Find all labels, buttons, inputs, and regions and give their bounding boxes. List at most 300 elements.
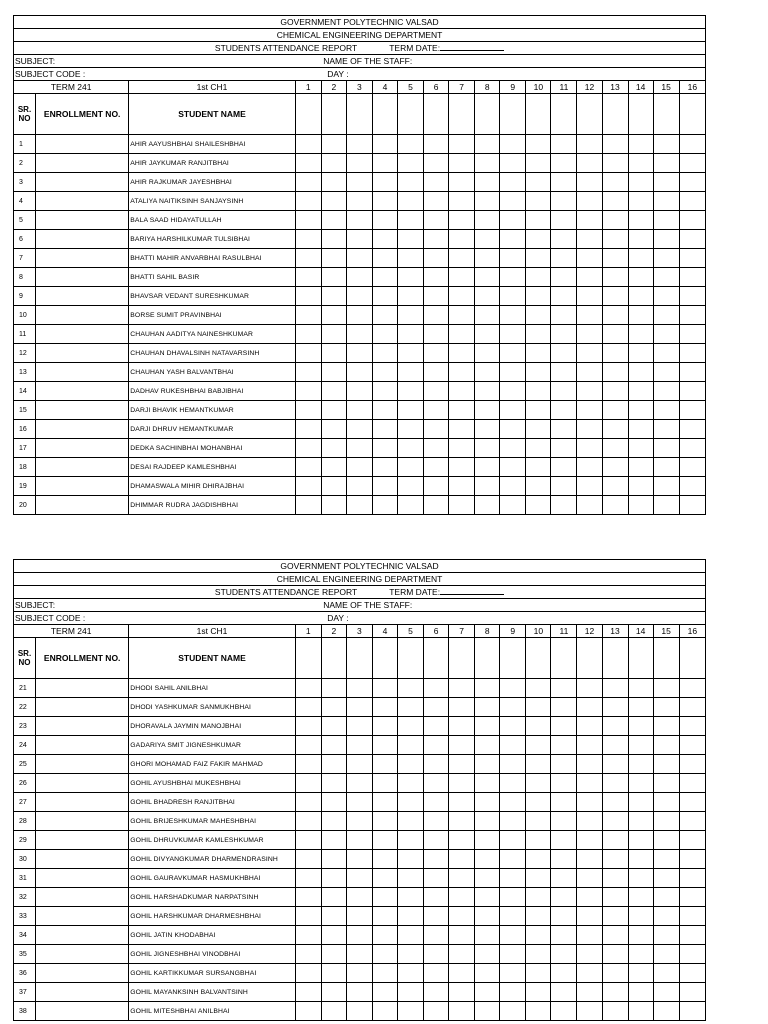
attendance-cell[interactable] (321, 679, 346, 698)
attendance-cell[interactable] (628, 850, 653, 869)
attendance-cell[interactable] (321, 850, 346, 869)
attendance-cell[interactable] (577, 249, 602, 268)
attendance-cell[interactable] (628, 363, 653, 382)
attendance-cell[interactable] (551, 945, 577, 964)
attendance-cell[interactable] (398, 458, 424, 477)
attendance-cell[interactable] (679, 154, 705, 173)
attendance-cell[interactable] (551, 420, 577, 439)
attendance-cell[interactable] (526, 679, 551, 698)
attendance-cell[interactable] (679, 964, 705, 983)
attendance-cell[interactable] (628, 306, 653, 325)
attendance-cell[interactable] (372, 736, 397, 755)
attendance-cell[interactable] (372, 831, 397, 850)
attendance-cell[interactable] (577, 983, 602, 1002)
attendance-cell[interactable] (398, 793, 424, 812)
attendance-cell[interactable] (500, 401, 526, 420)
attendance-cell[interactable] (577, 420, 602, 439)
attendance-cell[interactable] (475, 173, 500, 192)
attendance-cell[interactable] (679, 496, 705, 515)
attendance-cell[interactable] (551, 774, 577, 793)
attendance-cell[interactable] (449, 736, 475, 755)
attendance-cell[interactable] (475, 983, 500, 1002)
attendance-cell[interactable] (372, 812, 397, 831)
attendance-cell[interactable] (398, 869, 424, 888)
attendance-cell[interactable] (500, 496, 526, 515)
attendance-cell[interactable] (346, 230, 372, 249)
attendance-cell[interactable] (526, 945, 551, 964)
attendance-cell[interactable] (577, 850, 602, 869)
attendance-cell[interactable] (398, 268, 424, 287)
attendance-cell[interactable] (449, 325, 475, 344)
attendance-cell[interactable] (372, 363, 397, 382)
attendance-cell[interactable] (500, 926, 526, 945)
attendance-cell[interactable] (424, 401, 449, 420)
attendance-cell[interactable] (346, 812, 372, 831)
attendance-cell[interactable] (295, 458, 321, 477)
attendance-cell[interactable] (321, 907, 346, 926)
attendance-cell[interactable] (602, 287, 628, 306)
attendance-cell[interactable] (449, 477, 475, 496)
attendance-cell[interactable] (679, 1002, 705, 1021)
attendance-cell[interactable] (679, 736, 705, 755)
attendance-cell[interactable] (346, 717, 372, 736)
attendance-cell[interactable] (551, 287, 577, 306)
attendance-cell[interactable] (526, 211, 551, 230)
attendance-cell[interactable] (679, 869, 705, 888)
attendance-cell[interactable] (526, 249, 551, 268)
attendance-cell[interactable] (653, 363, 679, 382)
attendance-cell[interactable] (321, 812, 346, 831)
attendance-cell[interactable] (346, 249, 372, 268)
attendance-cell[interactable] (398, 679, 424, 698)
attendance-cell[interactable] (449, 774, 475, 793)
attendance-cell[interactable] (628, 496, 653, 515)
attendance-cell[interactable] (449, 679, 475, 698)
attendance-cell[interactable] (398, 496, 424, 515)
attendance-cell[interactable] (398, 907, 424, 926)
attendance-cell[interactable] (653, 736, 679, 755)
attendance-cell[interactable] (346, 888, 372, 907)
attendance-cell[interactable] (449, 964, 475, 983)
attendance-cell[interactable] (295, 945, 321, 964)
attendance-cell[interactable] (551, 306, 577, 325)
attendance-cell[interactable] (526, 344, 551, 363)
attendance-cell[interactable] (526, 964, 551, 983)
attendance-cell[interactable] (372, 249, 397, 268)
attendance-cell[interactable] (295, 325, 321, 344)
attendance-cell[interactable] (602, 249, 628, 268)
attendance-cell[interactable] (346, 287, 372, 306)
attendance-cell[interactable] (679, 717, 705, 736)
attendance-cell[interactable] (321, 173, 346, 192)
attendance-cell[interactable] (346, 907, 372, 926)
attendance-cell[interactable] (577, 496, 602, 515)
attendance-cell[interactable] (526, 458, 551, 477)
attendance-cell[interactable] (449, 755, 475, 774)
attendance-cell[interactable] (577, 736, 602, 755)
attendance-cell[interactable] (577, 439, 602, 458)
attendance-cell[interactable] (602, 363, 628, 382)
attendance-cell[interactable] (679, 439, 705, 458)
attendance-cell[interactable] (500, 945, 526, 964)
attendance-cell[interactable] (398, 983, 424, 1002)
attendance-cell[interactable] (424, 135, 449, 154)
attendance-cell[interactable] (500, 983, 526, 1002)
attendance-cell[interactable] (372, 268, 397, 287)
attendance-cell[interactable] (551, 382, 577, 401)
attendance-cell[interactable] (551, 755, 577, 774)
attendance-cell[interactable] (577, 382, 602, 401)
attendance-cell[interactable] (602, 679, 628, 698)
attendance-cell[interactable] (449, 154, 475, 173)
attendance-cell[interactable] (679, 401, 705, 420)
attendance-cell[interactable] (653, 1002, 679, 1021)
attendance-cell[interactable] (372, 793, 397, 812)
attendance-cell[interactable] (679, 850, 705, 869)
attendance-cell[interactable] (398, 287, 424, 306)
attendance-cell[interactable] (628, 420, 653, 439)
attendance-cell[interactable] (424, 477, 449, 496)
attendance-cell[interactable] (475, 793, 500, 812)
attendance-cell[interactable] (321, 964, 346, 983)
attendance-cell[interactable] (449, 211, 475, 230)
attendance-cell[interactable] (551, 964, 577, 983)
attendance-cell[interactable] (526, 983, 551, 1002)
attendance-cell[interactable] (346, 173, 372, 192)
attendance-cell[interactable] (295, 344, 321, 363)
attendance-cell[interactable] (295, 907, 321, 926)
attendance-cell[interactable] (346, 1002, 372, 1021)
attendance-cell[interactable] (679, 192, 705, 211)
attendance-cell[interactable] (602, 926, 628, 945)
attendance-cell[interactable] (500, 420, 526, 439)
attendance-cell[interactable] (500, 812, 526, 831)
attendance-cell[interactable] (628, 926, 653, 945)
attendance-cell[interactable] (346, 736, 372, 755)
attendance-cell[interactable] (475, 907, 500, 926)
attendance-cell[interactable] (321, 382, 346, 401)
attendance-cell[interactable] (475, 363, 500, 382)
attendance-cell[interactable] (500, 173, 526, 192)
attendance-cell[interactable] (295, 496, 321, 515)
attendance-cell[interactable] (628, 192, 653, 211)
attendance-cell[interactable] (449, 287, 475, 306)
attendance-cell[interactable] (577, 268, 602, 287)
attendance-cell[interactable] (424, 698, 449, 717)
attendance-cell[interactable] (500, 306, 526, 325)
attendance-cell[interactable] (346, 793, 372, 812)
attendance-cell[interactable] (628, 907, 653, 926)
attendance-cell[interactable] (500, 888, 526, 907)
attendance-cell[interactable] (679, 287, 705, 306)
attendance-cell[interactable] (551, 154, 577, 173)
attendance-cell[interactable] (424, 211, 449, 230)
attendance-cell[interactable] (628, 230, 653, 249)
attendance-cell[interactable] (475, 736, 500, 755)
attendance-cell[interactable] (577, 907, 602, 926)
attendance-cell[interactable] (551, 477, 577, 496)
attendance-cell[interactable] (602, 458, 628, 477)
attendance-cell[interactable] (500, 831, 526, 850)
attendance-cell[interactable] (653, 306, 679, 325)
attendance-cell[interactable] (475, 1002, 500, 1021)
attendance-cell[interactable] (628, 439, 653, 458)
attendance-cell[interactable] (398, 755, 424, 774)
attendance-cell[interactable] (372, 964, 397, 983)
attendance-cell[interactable] (628, 325, 653, 344)
attendance-cell[interactable] (424, 420, 449, 439)
attendance-cell[interactable] (551, 439, 577, 458)
attendance-cell[interactable] (551, 249, 577, 268)
attendance-cell[interactable] (602, 774, 628, 793)
attendance-cell[interactable] (551, 983, 577, 1002)
attendance-cell[interactable] (577, 717, 602, 736)
attendance-cell[interactable] (295, 363, 321, 382)
attendance-cell[interactable] (346, 496, 372, 515)
attendance-cell[interactable] (577, 363, 602, 382)
attendance-cell[interactable] (372, 907, 397, 926)
attendance-cell[interactable] (679, 135, 705, 154)
attendance-cell[interactable] (321, 458, 346, 477)
attendance-cell[interactable] (398, 717, 424, 736)
attendance-cell[interactable] (500, 135, 526, 154)
attendance-cell[interactable] (475, 135, 500, 154)
attendance-cell[interactable] (449, 812, 475, 831)
attendance-cell[interactable] (398, 1002, 424, 1021)
attendance-cell[interactable] (628, 401, 653, 420)
attendance-cell[interactable] (526, 907, 551, 926)
attendance-cell[interactable] (372, 945, 397, 964)
attendance-cell[interactable] (577, 192, 602, 211)
attendance-cell[interactable] (398, 306, 424, 325)
attendance-cell[interactable] (653, 679, 679, 698)
attendance-cell[interactable] (398, 736, 424, 755)
attendance-cell[interactable] (628, 268, 653, 287)
attendance-cell[interactable] (346, 945, 372, 964)
attendance-cell[interactable] (602, 907, 628, 926)
attendance-cell[interactable] (551, 401, 577, 420)
attendance-cell[interactable] (424, 306, 449, 325)
attendance-cell[interactable] (398, 382, 424, 401)
attendance-cell[interactable] (424, 344, 449, 363)
attendance-cell[interactable] (424, 287, 449, 306)
attendance-cell[interactable] (526, 774, 551, 793)
attendance-cell[interactable] (653, 869, 679, 888)
attendance-cell[interactable] (295, 420, 321, 439)
attendance-cell[interactable] (628, 477, 653, 496)
attendance-cell[interactable] (475, 382, 500, 401)
attendance-cell[interactable] (653, 983, 679, 1002)
attendance-cell[interactable] (526, 268, 551, 287)
attendance-cell[interactable] (372, 679, 397, 698)
attendance-cell[interactable] (475, 154, 500, 173)
attendance-cell[interactable] (500, 268, 526, 287)
attendance-cell[interactable] (295, 869, 321, 888)
attendance-cell[interactable] (653, 420, 679, 439)
attendance-cell[interactable] (602, 268, 628, 287)
attendance-cell[interactable] (679, 420, 705, 439)
attendance-cell[interactable] (295, 173, 321, 192)
attendance-cell[interactable] (321, 717, 346, 736)
attendance-cell[interactable] (475, 420, 500, 439)
attendance-cell[interactable] (398, 230, 424, 249)
attendance-cell[interactable] (475, 717, 500, 736)
attendance-cell[interactable] (628, 458, 653, 477)
attendance-cell[interactable] (500, 964, 526, 983)
attendance-cell[interactable] (449, 382, 475, 401)
attendance-cell[interactable] (449, 496, 475, 515)
attendance-cell[interactable] (295, 831, 321, 850)
attendance-cell[interactable] (346, 831, 372, 850)
attendance-cell[interactable] (602, 344, 628, 363)
attendance-cell[interactable] (653, 755, 679, 774)
attendance-cell[interactable] (577, 401, 602, 420)
attendance-cell[interactable] (679, 344, 705, 363)
attendance-cell[interactable] (500, 287, 526, 306)
attendance-cell[interactable] (475, 287, 500, 306)
attendance-cell[interactable] (372, 458, 397, 477)
attendance-cell[interactable] (653, 401, 679, 420)
attendance-cell[interactable] (577, 344, 602, 363)
attendance-cell[interactable] (653, 154, 679, 173)
attendance-cell[interactable] (628, 249, 653, 268)
attendance-cell[interactable] (679, 926, 705, 945)
attendance-cell[interactable] (346, 869, 372, 888)
attendance-cell[interactable] (295, 306, 321, 325)
attendance-cell[interactable] (602, 736, 628, 755)
attendance-cell[interactable] (602, 850, 628, 869)
attendance-cell[interactable] (653, 793, 679, 812)
attendance-cell[interactable] (398, 135, 424, 154)
attendance-cell[interactable] (449, 192, 475, 211)
attendance-cell[interactable] (679, 698, 705, 717)
attendance-cell[interactable] (475, 945, 500, 964)
attendance-cell[interactable] (321, 306, 346, 325)
attendance-cell[interactable] (449, 268, 475, 287)
attendance-cell[interactable] (526, 698, 551, 717)
attendance-cell[interactable] (449, 306, 475, 325)
attendance-cell[interactable] (679, 268, 705, 287)
attendance-cell[interactable] (551, 325, 577, 344)
attendance-cell[interactable] (424, 964, 449, 983)
attendance-cell[interactable] (653, 907, 679, 926)
attendance-cell[interactable] (551, 717, 577, 736)
attendance-cell[interactable] (372, 439, 397, 458)
attendance-cell[interactable] (424, 755, 449, 774)
attendance-cell[interactable] (346, 192, 372, 211)
attendance-cell[interactable] (628, 736, 653, 755)
attendance-cell[interactable] (398, 477, 424, 496)
attendance-cell[interactable] (398, 173, 424, 192)
attendance-cell[interactable] (653, 717, 679, 736)
attendance-cell[interactable] (295, 249, 321, 268)
attendance-cell[interactable] (398, 774, 424, 793)
attendance-cell[interactable] (526, 230, 551, 249)
attendance-cell[interactable] (577, 679, 602, 698)
attendance-cell[interactable] (346, 344, 372, 363)
attendance-cell[interactable] (526, 287, 551, 306)
attendance-cell[interactable] (653, 287, 679, 306)
attendance-cell[interactable] (372, 135, 397, 154)
attendance-cell[interactable] (295, 964, 321, 983)
attendance-cell[interactable] (628, 793, 653, 812)
attendance-cell[interactable] (500, 458, 526, 477)
attendance-cell[interactable] (321, 869, 346, 888)
attendance-cell[interactable] (551, 736, 577, 755)
attendance-cell[interactable] (500, 793, 526, 812)
attendance-cell[interactable] (295, 154, 321, 173)
attendance-cell[interactable] (577, 926, 602, 945)
attendance-cell[interactable] (398, 420, 424, 439)
attendance-cell[interactable] (551, 888, 577, 907)
attendance-cell[interactable] (372, 926, 397, 945)
attendance-cell[interactable] (577, 793, 602, 812)
attendance-cell[interactable] (424, 793, 449, 812)
attendance-cell[interactable] (526, 717, 551, 736)
attendance-cell[interactable] (602, 420, 628, 439)
attendance-cell[interactable] (500, 850, 526, 869)
attendance-cell[interactable] (679, 679, 705, 698)
attendance-cell[interactable] (602, 869, 628, 888)
attendance-cell[interactable] (602, 306, 628, 325)
attendance-cell[interactable] (602, 793, 628, 812)
attendance-cell[interactable] (321, 926, 346, 945)
attendance-cell[interactable] (679, 477, 705, 496)
attendance-cell[interactable] (398, 249, 424, 268)
attendance-cell[interactable] (551, 363, 577, 382)
attendance-cell[interactable] (628, 211, 653, 230)
attendance-cell[interactable] (372, 173, 397, 192)
attendance-cell[interactable] (475, 211, 500, 230)
attendance-cell[interactable] (551, 192, 577, 211)
attendance-cell[interactable] (679, 306, 705, 325)
attendance-cell[interactable] (551, 869, 577, 888)
attendance-cell[interactable] (321, 287, 346, 306)
attendance-cell[interactable] (372, 401, 397, 420)
attendance-cell[interactable] (653, 230, 679, 249)
attendance-cell[interactable] (602, 135, 628, 154)
attendance-cell[interactable] (679, 831, 705, 850)
attendance-cell[interactable] (372, 477, 397, 496)
attendance-cell[interactable] (602, 831, 628, 850)
attendance-cell[interactable] (372, 983, 397, 1002)
attendance-cell[interactable] (679, 325, 705, 344)
attendance-cell[interactable] (500, 211, 526, 230)
attendance-cell[interactable] (424, 812, 449, 831)
attendance-cell[interactable] (628, 964, 653, 983)
attendance-cell[interactable] (628, 173, 653, 192)
attendance-cell[interactable] (424, 382, 449, 401)
attendance-cell[interactable] (424, 230, 449, 249)
attendance-cell[interactable] (577, 755, 602, 774)
attendance-cell[interactable] (653, 945, 679, 964)
attendance-cell[interactable] (346, 458, 372, 477)
attendance-cell[interactable] (653, 698, 679, 717)
attendance-cell[interactable] (321, 793, 346, 812)
attendance-cell[interactable] (475, 401, 500, 420)
attendance-cell[interactable] (372, 230, 397, 249)
attendance-cell[interactable] (602, 230, 628, 249)
attendance-cell[interactable] (602, 983, 628, 1002)
attendance-cell[interactable] (424, 496, 449, 515)
attendance-cell[interactable] (295, 679, 321, 698)
attendance-cell[interactable] (551, 268, 577, 287)
attendance-cell[interactable] (449, 869, 475, 888)
attendance-cell[interactable] (653, 192, 679, 211)
attendance-cell[interactable] (449, 249, 475, 268)
attendance-cell[interactable] (424, 983, 449, 1002)
attendance-cell[interactable] (653, 964, 679, 983)
